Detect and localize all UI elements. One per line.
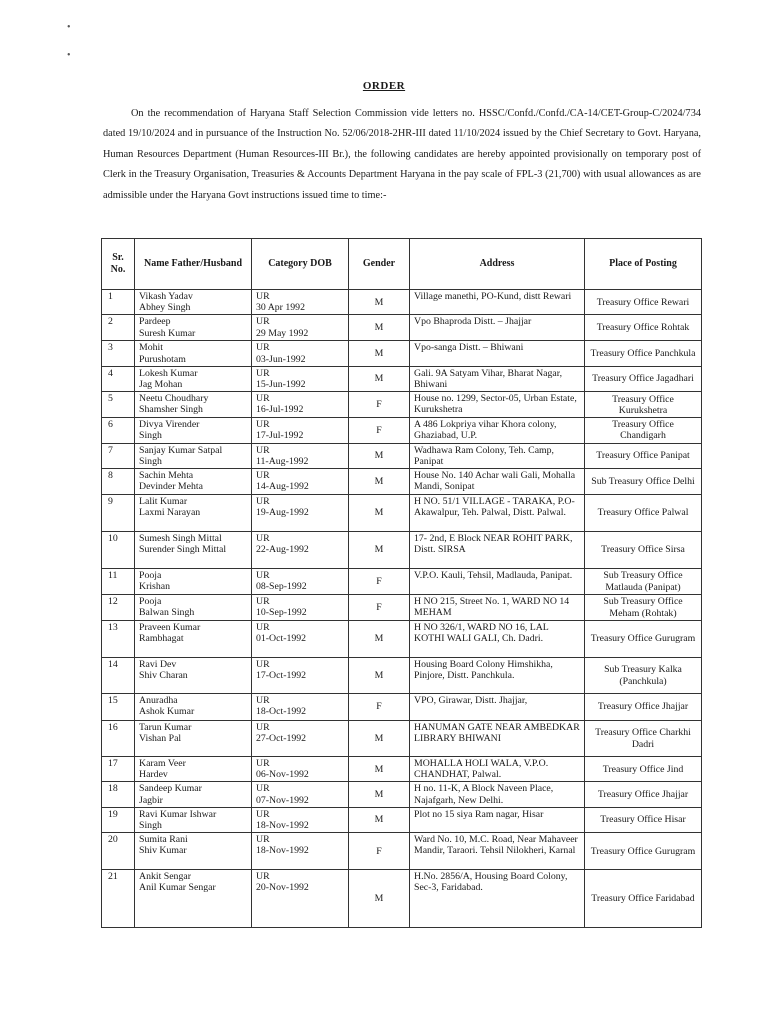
cell-sr: 7 xyxy=(102,443,135,468)
father-husband-name: Ashok Kumar xyxy=(139,706,195,718)
cell-sr: 1 xyxy=(102,290,135,315)
cell-address: Wadhawa Ram Colony, Teh. Camp, Panipat xyxy=(410,443,585,468)
dob: 18-Nov-1992 xyxy=(256,820,309,832)
category: UR xyxy=(256,659,270,671)
cell-sr: 17 xyxy=(102,757,135,782)
father-husband-name: Devinder Mehta xyxy=(139,481,203,493)
cell-address: House no. 1299, Sector-05, Urban Estate, Kurukshetra xyxy=(410,392,585,418)
cell-posting: Treasury Office Kurukshetra xyxy=(585,392,702,418)
cell-address: HANUMAN GATE NEAR AMBEDKAR LIBRARY BHIWANI xyxy=(410,721,585,757)
cell-gender: F xyxy=(349,392,410,418)
cell-posting: Treasury Office Jhajjar xyxy=(585,694,702,721)
cell-category xyxy=(252,833,349,870)
cell-sr: 10 xyxy=(102,532,135,569)
dob: 22-Aug-1992 xyxy=(256,544,309,556)
cell-name xyxy=(135,469,252,495)
candidate-name: Ravi Dev xyxy=(139,659,177,671)
cell-category xyxy=(252,315,349,341)
table-row xyxy=(102,290,702,315)
father-husband-name: Shiv Kumar xyxy=(139,845,187,857)
cell-posting: Treasury Office Charkhi Dadri xyxy=(585,721,702,757)
candidate-name: Ravi Kumar Ishwar xyxy=(139,808,217,820)
dob: 15-Jun-1992 xyxy=(256,379,306,391)
father-husband-name: Shiv Charan xyxy=(139,670,188,682)
cell-category xyxy=(252,595,349,621)
candidate-name: Pooja xyxy=(139,570,162,582)
candidate-name: Divya Virender xyxy=(139,419,200,431)
category: UR xyxy=(256,393,270,405)
cell-name xyxy=(135,721,252,757)
cell-posting: Treasury Office Hisar xyxy=(585,807,702,832)
cell-posting: Treasury Office Panchkula xyxy=(585,341,702,366)
father-husband-name: Singh xyxy=(139,820,162,832)
cell-category xyxy=(252,569,349,595)
cell-gender: M xyxy=(349,807,410,832)
father-husband-name: Purushotam xyxy=(139,353,186,365)
table-row xyxy=(102,532,702,569)
cell-gender: F xyxy=(349,833,410,870)
table-row xyxy=(102,870,702,928)
cell-address: H NO 326/1, WARD NO 16, LAL KOTHI WALI GALI, Ch. Dadri. xyxy=(410,621,585,658)
cell-sr: 11 xyxy=(102,569,135,595)
cell-gender: M xyxy=(349,366,410,391)
table-row xyxy=(102,469,702,495)
cell-category xyxy=(252,658,349,694)
cell-posting: Treasury Office Chandigarh xyxy=(585,418,702,443)
category: UR xyxy=(256,596,270,608)
candidate-name: Sumita Rani xyxy=(139,834,188,846)
cell-posting: Treasury Office Gurugram xyxy=(585,621,702,658)
category: UR xyxy=(256,342,270,354)
dob: 18-Nov-1992 xyxy=(256,845,309,857)
category: UR xyxy=(256,722,270,734)
dob: 07-Nov-1992 xyxy=(256,794,309,806)
category: UR xyxy=(256,291,270,302)
candidate-name: Sanjay Kumar Satpal xyxy=(139,444,223,456)
cell-name xyxy=(135,418,252,443)
cell-category xyxy=(252,341,349,366)
category: UR xyxy=(256,622,270,634)
table-row xyxy=(102,495,702,532)
cell-sr: 2 xyxy=(102,315,135,341)
cell-name xyxy=(135,870,252,928)
cell-name xyxy=(135,341,252,366)
category: UR xyxy=(256,419,270,431)
cell-sr: 12 xyxy=(102,595,135,621)
table-row xyxy=(102,694,702,721)
cell-gender: M xyxy=(349,782,410,807)
table-row xyxy=(102,782,702,807)
cell-gender: M xyxy=(349,443,410,468)
dob: 10-Sep-1992 xyxy=(256,607,307,619)
category: UR xyxy=(256,444,270,456)
table-row xyxy=(102,658,702,694)
father-husband-name: Krishan xyxy=(139,581,171,593)
cell-sr: 15 xyxy=(102,694,135,721)
father-husband-name: Suresh Kumar xyxy=(139,327,196,339)
dob: 03-Jun-1992 xyxy=(256,353,306,365)
cell-category xyxy=(252,392,349,418)
dob: 17-Jul-1992 xyxy=(256,430,304,442)
table-row xyxy=(102,807,702,832)
cell-gender: F xyxy=(349,569,410,595)
cell-posting: Treasury Office Gurugram xyxy=(585,833,702,870)
table-row xyxy=(102,366,702,391)
cell-sr: 9 xyxy=(102,495,135,532)
cell-category xyxy=(252,757,349,782)
cell-address: VPO, Girawar, Distt. Jhajjar, xyxy=(410,694,585,721)
candidate-name: Sandeep Kumar xyxy=(139,783,202,795)
cell-category xyxy=(252,870,349,928)
table-row xyxy=(102,833,702,870)
cell-address: H NO. 51/1 VILLAGE - TARAKA, P.O- Akawalpur, Teh. Palwal, Distt. Palwal. xyxy=(410,495,585,532)
table-header-row xyxy=(102,239,702,290)
category: UR xyxy=(256,470,270,482)
cell-gender: M xyxy=(349,290,410,315)
appointment-table xyxy=(101,238,702,928)
header-name: Name Father/Husband xyxy=(135,239,252,290)
cell-address: Village manethi, PO-Kund, distt Rewari xyxy=(410,290,585,315)
cell-gender: M xyxy=(349,721,410,757)
cell-posting: Treasury Office Faridabad xyxy=(585,870,702,928)
cell-name xyxy=(135,694,252,721)
candidate-name: Anuradha xyxy=(139,695,178,707)
category: UR xyxy=(256,570,270,582)
table-row xyxy=(102,443,702,468)
cell-address: Plot no 15 siya Ram nagar, Hisar xyxy=(410,807,585,832)
father-husband-name: Jagbir xyxy=(139,794,163,806)
cell-gender: F xyxy=(349,418,410,443)
father-husband-name: Hardev xyxy=(139,769,168,781)
cell-posting: Sub Treasury Office Meham (Rohtak) xyxy=(585,595,702,621)
category: UR xyxy=(256,871,270,883)
header-category: Category DOB xyxy=(252,239,349,290)
cell-sr: 16 xyxy=(102,721,135,757)
table-row xyxy=(102,569,702,595)
cell-category xyxy=(252,495,349,532)
table-row xyxy=(102,621,702,658)
dob: 19-Aug-1992 xyxy=(256,507,309,519)
table-row xyxy=(102,757,702,782)
cell-address: Vpo Bhaproda Distt. – Jhajjar xyxy=(410,315,585,341)
cell-name xyxy=(135,833,252,870)
candidate-name: Lokesh Kumar xyxy=(139,367,198,379)
cell-category xyxy=(252,418,349,443)
father-husband-name: Rambhagat xyxy=(139,633,184,645)
cell-posting: Treasury Office Rohtak xyxy=(585,315,702,341)
cell-posting: Treasury Office Sirsa xyxy=(585,532,702,569)
dob: 20-Nov-1992 xyxy=(256,882,309,894)
candidate-name: Neetu Choudhary xyxy=(139,393,209,405)
category: UR xyxy=(256,367,270,379)
cell-category xyxy=(252,621,349,658)
dob: 17-Oct-1992 xyxy=(256,670,307,682)
father-husband-name: Singh xyxy=(139,455,162,467)
category: UR xyxy=(256,758,270,770)
candidate-name: Sumesh Singh Mittal xyxy=(139,533,222,545)
candidate-name: Tarun Kumar xyxy=(139,722,192,734)
cell-name xyxy=(135,757,252,782)
cell-gender: M xyxy=(349,658,410,694)
category: UR xyxy=(256,496,270,508)
cell-gender: M xyxy=(349,757,410,782)
cell-name xyxy=(135,532,252,569)
header-sr: Sr. No. xyxy=(102,239,135,290)
cell-gender: M xyxy=(349,469,410,495)
cell-posting: Sub Treasury Office Delhi xyxy=(585,469,702,495)
candidate-name: Karam Veer xyxy=(139,758,186,770)
cell-sr: 21 xyxy=(102,870,135,928)
cell-address: V.P.O. Kauli, Tehsil, Madlauda, Panipat. xyxy=(410,569,585,595)
order-paragraph: On the recommendation of Haryana Staff Selection Commission vide letters no. HSSC/Confd./Confd./CA-14/CET-Group-C/2024/734 dated 19/10/2024 and in pursuance of the Instruction No. 52/06/2018-2HR-III dated 11/10/2024 issued by the Chief Secretary to Govt. Haryana, Human Resources Department (Human Resources-III Br.), the following candidates are hereby appointed provisionally on temporary post of Clerk in the Treasury Organisation, Treasuries & Accounts Department Haryana in the pay scale of FPL-3 (21,700) with usual allowances as are admissible under the Haryana Govt instructions issued time to time:- xyxy=(103,108,701,201)
father-husband-name: Jag Mohan xyxy=(139,379,183,391)
header-address: Address xyxy=(410,239,585,290)
cell-sr: 4 xyxy=(102,366,135,391)
cell-name xyxy=(135,569,252,595)
cell-sr: 19 xyxy=(102,807,135,832)
cell-gender: F xyxy=(349,694,410,721)
cell-category xyxy=(252,469,349,495)
cell-category xyxy=(252,694,349,721)
father-husband-name: Singh xyxy=(139,430,162,442)
cell-sr: 3 xyxy=(102,341,135,366)
cell-address: Housing Board Colony Himshikha, Pinjore, Distt. Panchkula. xyxy=(410,658,585,694)
order-title: ORDER xyxy=(362,80,406,92)
cell-address: H no. 11-K, A Block Naveen Place, Najafgarh, New Delhi. xyxy=(410,782,585,807)
cell-category xyxy=(252,532,349,569)
candidate-name: Pardeep xyxy=(139,316,171,328)
scan-mark: • xyxy=(67,50,71,61)
cell-posting: Sub Treasury Office Matlauda (Panipat) xyxy=(585,569,702,595)
candidate-name: Lalit Kumar xyxy=(139,496,188,508)
father-husband-name: Vishan Pal xyxy=(139,733,182,745)
category: UR xyxy=(256,783,270,795)
father-husband-name: Anil Kumar Sengar xyxy=(139,882,216,894)
cell-sr: 20 xyxy=(102,833,135,870)
cell-gender: M xyxy=(349,495,410,532)
cell-address: House No. 140 Achar wali Gali, Mohalla Mandi, Sonipat xyxy=(410,469,585,495)
cell-name xyxy=(135,392,252,418)
cell-name xyxy=(135,782,252,807)
scan-mark: • xyxy=(67,22,71,33)
table-row xyxy=(102,341,702,366)
dob: 16-Jul-1992 xyxy=(256,404,304,416)
father-husband-name: Balwan Singh xyxy=(139,607,195,619)
cell-address: H.No. 2856/A, Housing Board Colony, Sec-3, Faridabad. xyxy=(410,870,585,928)
cell-address: MOHALLA HOLI WALA, V.P.O. CHANDHAT, Palwal. xyxy=(410,757,585,782)
cell-sr: 18 xyxy=(102,782,135,807)
father-husband-name: Abhey Singh xyxy=(139,302,191,314)
candidate-name: Vikash Yadav xyxy=(139,291,193,302)
cell-category xyxy=(252,782,349,807)
category: UR xyxy=(256,533,270,545)
cell-category xyxy=(252,366,349,391)
header-posting: Place of Posting xyxy=(585,239,702,290)
cell-gender: M xyxy=(349,341,410,366)
dob: 01-Oct-1992 xyxy=(256,633,307,645)
cell-name xyxy=(135,443,252,468)
father-husband-name: Laxmi Narayan xyxy=(139,507,201,519)
cell-name xyxy=(135,366,252,391)
cell-category xyxy=(252,290,349,315)
dob: 18-Oct-1992 xyxy=(256,706,307,718)
cell-posting: Treasury Office Jhajjar xyxy=(585,782,702,807)
cell-posting: Treasury Office Jagadhari xyxy=(585,366,702,391)
table-row xyxy=(102,721,702,757)
dob: 06-Nov-1992 xyxy=(256,769,309,781)
category: UR xyxy=(256,834,270,846)
cell-category xyxy=(252,807,349,832)
dob: 30 Apr 1992 xyxy=(256,302,305,314)
category: UR xyxy=(256,695,270,707)
table-row xyxy=(102,418,702,443)
cell-gender: M xyxy=(349,315,410,341)
candidate-name: Sachin Mehta xyxy=(139,470,194,482)
table-row xyxy=(102,315,702,341)
cell-address: Ward No. 10, M.C. Road, Near Mahaveer Mandir, Taraori. Tehsil Nilokheri, Karnal xyxy=(410,833,585,870)
cell-posting: Treasury Office Panipat xyxy=(585,443,702,468)
father-husband-name: Surender Singh Mittal xyxy=(139,544,227,556)
cell-name xyxy=(135,807,252,832)
cell-address: H NO 215, Street No. 1, WARD NO 14 MEHAM xyxy=(410,595,585,621)
cell-sr: 13 xyxy=(102,621,135,658)
category: UR xyxy=(256,808,270,820)
cell-address: Gali. 9A Satyam Vihar, Bharat Nagar, Bhiwani xyxy=(410,366,585,391)
cell-posting: Sub Treasury Kalka (Panchkula) xyxy=(585,658,702,694)
dob: 08-Sep-1992 xyxy=(256,581,307,593)
dob: 29 May 1992 xyxy=(256,327,309,339)
cell-posting: Treasury Office Rewari xyxy=(585,290,702,315)
header-gender: Gender xyxy=(349,239,410,290)
table-row xyxy=(102,595,702,621)
cell-sr: 14 xyxy=(102,658,135,694)
dob: 11-Aug-1992 xyxy=(256,455,309,467)
cell-name xyxy=(135,290,252,315)
category: UR xyxy=(256,316,270,328)
dob: 27-Oct-1992 xyxy=(256,733,307,745)
candidate-name: Pooja xyxy=(139,596,162,608)
cell-category xyxy=(252,443,349,468)
cell-name xyxy=(135,495,252,532)
cell-sr: 8 xyxy=(102,469,135,495)
cell-category xyxy=(252,721,349,757)
cell-gender: M xyxy=(349,621,410,658)
father-husband-name: Shamsher Singh xyxy=(139,404,203,416)
cell-gender: M xyxy=(349,532,410,569)
cell-gender: F xyxy=(349,595,410,621)
cell-sr: 5 xyxy=(102,392,135,418)
table-row xyxy=(102,392,702,418)
cell-name xyxy=(135,621,252,658)
candidate-name: Praveen Kumar xyxy=(139,622,201,634)
cell-name xyxy=(135,658,252,694)
candidate-name: Ankit Sengar xyxy=(139,871,191,883)
cell-gender: M xyxy=(349,870,410,928)
candidate-name: Mohit xyxy=(139,342,163,354)
cell-posting: Treasury Office Palwal xyxy=(585,495,702,532)
cell-address: 17- 2nd, E Block NEAR ROHIT PARK, Distt. SIRSA xyxy=(410,532,585,569)
cell-sr: 6 xyxy=(102,418,135,443)
cell-address: A 486 Lokpriya vihar Khora colony, Ghaziabad, U.P. xyxy=(410,418,585,443)
cell-posting: Treasury Office Jind xyxy=(585,757,702,782)
cell-name xyxy=(135,595,252,621)
dob: 14-Aug-1992 xyxy=(256,481,309,493)
cell-address: Vpo-sanga Distt. – Bhiwani xyxy=(410,341,585,366)
cell-name xyxy=(135,315,252,341)
